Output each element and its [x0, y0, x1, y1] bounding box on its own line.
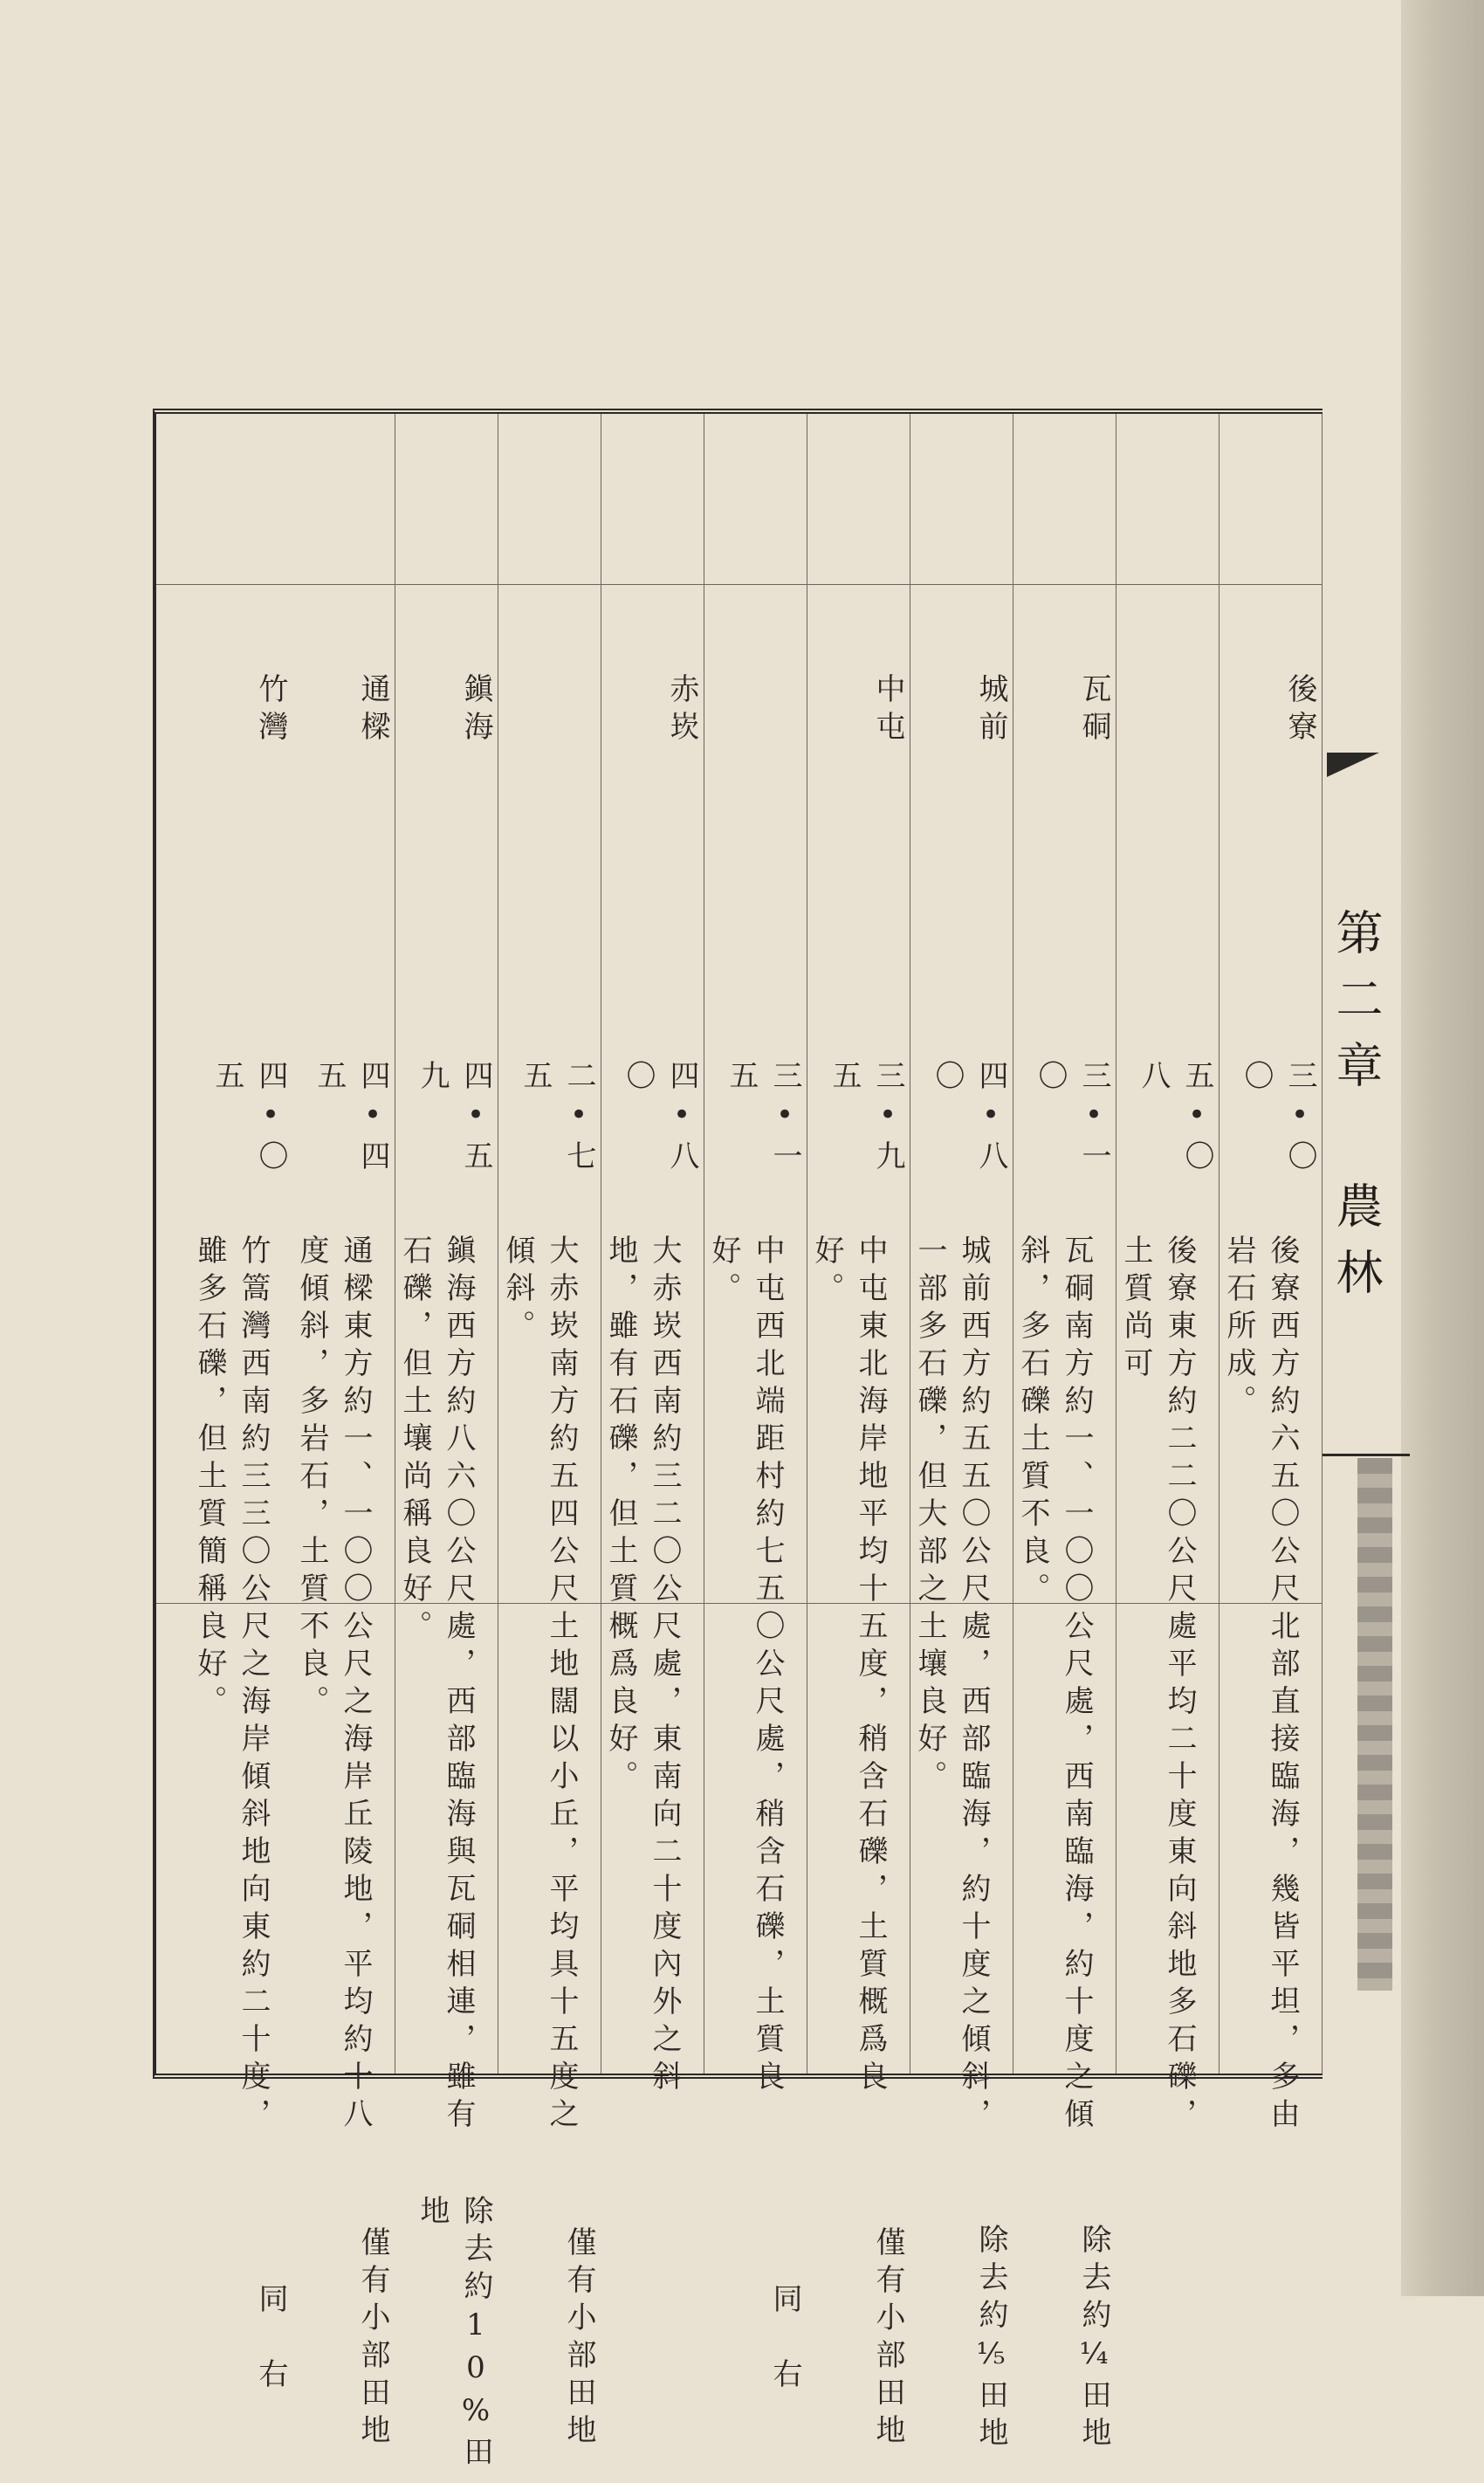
table-column [807, 414, 910, 2452]
note [601, 2195, 704, 2483]
note: 同 右 [767, 2282, 802, 2396]
area-value: 三•一五 [724, 1060, 802, 1178]
place-name: 竹灣 [253, 673, 288, 748]
table-column [704, 414, 807, 2396]
table-column [292, 414, 395, 2452]
place-name: 後寮 [1282, 673, 1317, 748]
note: 僅有小部田地 [870, 2226, 905, 2452]
land-table [153, 409, 1323, 2473]
area-value: 三•〇〇 [1239, 1060, 1317, 1178]
description: 中屯西北端距村約七五〇公尺處，稍含石礫，土質良好。 [706, 1235, 785, 2098]
table-column [1116, 414, 1219, 2136]
description: 竹篙灣西南約三三〇公尺之海岸傾斜地向東約二十度，雖多石礫，但土質簡稱良好。 [192, 1235, 271, 2136]
description: 後寮西方約六五〇公尺北部直接臨海，幾皆平坦，多由岩石所成。 [1221, 1235, 1300, 2136]
note: 同 右 [253, 2282, 288, 2396]
table-column [1013, 414, 1116, 2454]
chapter-heading [1323, 908, 1390, 1314]
area-value: 四•〇五 [210, 1060, 288, 1178]
note [1116, 2195, 1219, 2483]
description: 大赤崁西南約三二〇公尺處，東南向二十度內外之斜地，雖有石礫，但土質概爲良好。 [603, 1235, 682, 2098]
area-value: 五•〇八 [1136, 1060, 1214, 1178]
description: 通樑東方約一、一〇〇公尺之海岸丘陵地，平均約十八度傾斜，多岩石，土質不良。 [294, 1235, 373, 2136]
area-value: 三•一〇 [1033, 1060, 1111, 1178]
chapter-marker-icon [1327, 753, 1379, 777]
note: 除去約⅕田地 [973, 2224, 1008, 2454]
publisher-stamp [1357, 1458, 1392, 1991]
area-value: 四•五九 [415, 1060, 493, 1178]
note: 僅有小部田地 [355, 2226, 390, 2452]
divider [1323, 1454, 1410, 1456]
page-edge [1401, 0, 1484, 2296]
table-column [1219, 414, 1323, 2136]
description: 大赤崁南方約五四公尺土地闊以小丘，平均具十五度之傾斜。 [500, 1235, 579, 2136]
description: 城前西方約五五〇公尺處，西部臨海，約十度之傾斜，一部多石礫，但大部之土壤良好。 [912, 1235, 991, 2136]
place-name: 通樑 [355, 673, 390, 748]
area-value: 四•四五 [312, 1060, 390, 1178]
place-name: 城前 [973, 673, 1008, 748]
note: 除去約¼田地 [1076, 2224, 1111, 2454]
description: 中屯東北海岸地平均十五度，稍含石礫，土質概爲良好。 [809, 1235, 888, 2098]
place-name: 赤崁 [664, 673, 699, 748]
chapter-label: 第二章 [1329, 908, 1384, 1107]
note [1219, 2195, 1322, 2483]
description: 後寮東方約二二〇公尺處平均二十度東向斜地多石礫，土質尚可 [1118, 1235, 1197, 2136]
table-column [395, 414, 498, 2473]
note: 僅有小部田地 [561, 2226, 596, 2452]
note: 除去約10%田地 [415, 2195, 493, 2473]
place-name [498, 431, 601, 990]
table-column [601, 414, 704, 2098]
chapter-title: 農林 [1329, 1181, 1384, 1314]
place-name: 中屯 [870, 673, 905, 748]
table-column [189, 414, 292, 2396]
description: 瓦硐南方約一、一〇〇公尺處，西南臨海，約十度之傾斜，多石礫土質不良。 [1015, 1235, 1094, 2136]
area-value: 二•七五 [518, 1060, 596, 1178]
place-name [1116, 431, 1219, 990]
area-value: 四•八〇 [621, 1060, 699, 1178]
table-column [910, 414, 1013, 2454]
area-value: 三•九五 [827, 1060, 905, 1178]
place-name: 瓦硐 [1076, 673, 1111, 748]
place-name: 鎭海 [458, 673, 493, 748]
description: 鎭海西方約八六〇公尺處，西部臨海與瓦硐相連，雖有石礫，但土壤尚稱良好。 [397, 1235, 476, 2136]
table-column [498, 414, 601, 2452]
area-value: 四•八〇 [930, 1060, 1008, 1178]
place-name [704, 431, 807, 990]
